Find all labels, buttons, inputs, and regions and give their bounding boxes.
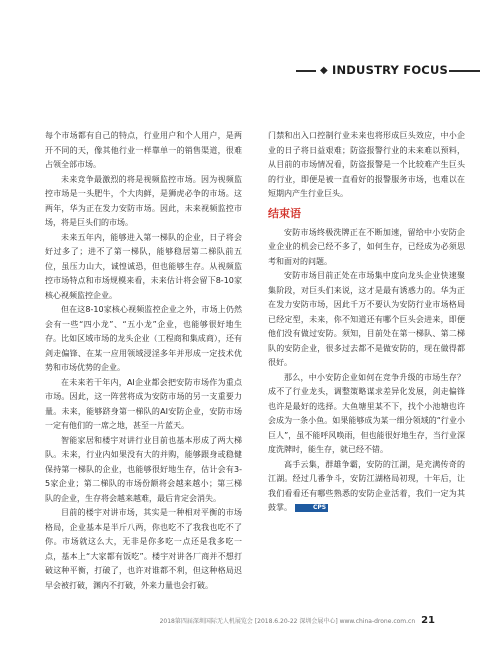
paragraph: 目前的楼宇对讲市场，其实是一种相对平衡的市场格局，企业基本是半斤八两，你也吃不了我我也吃不了你。市场就这么大，无非是你多吃一点还是我多吃一点，基本上“大家都有饭吃”。楼宇对讲各厂商并不想打破这种平衡，打破了，也许对谁都不利，但这种格局迟早会被打破，渊内不打破，外来力量也会打破。 [45, 508, 242, 590]
paragraph: 未来竞争最激烈的将是视频监控市场。因为视频监控市场是一头肥牛，个大肉鲜，是狮虎必争的市场。这两年，华为正在发力安防市场。因此，未来视频监控市场，将是巨头们的市场。 [45, 174, 242, 227]
paragraph-last [268, 458, 465, 516]
diamond-icon: ◆ [320, 65, 328, 76]
paragraph: 每个市场都有自己的特点，行业用户和个人用户，是两开不同的天，像其他行业一样靠单一的销售渠道，很难占领全部市场。 [45, 131, 242, 169]
header-rule-right [449, 70, 480, 72]
paragraph: 安防市场目前正处在市场集中度向龙头企业快速聚集阶段，对巨头们来说，这才是最有诱惑力的。华为正在发力安防市场，因此千万不要认为安防行业市场格局已经定型，未来，你不知道还有哪个巨头会进来，即便他们没有做过安防。须知，目前处在第一梯队、第二梯队的安防企业，很多过去都不是做安防的，现在做得都很好。 [268, 271, 465, 367]
page-footer [160, 614, 435, 628]
page-number: 21 [421, 615, 435, 626]
paragraph: 安防市场终极洗牌正在不断加速，留给中小安防企业企业的机会已经不多了，如何生存，已经成为必须思考和面对的问题。 [268, 227, 465, 266]
end-mark-icon: CPS [295, 504, 328, 512]
section-header [296, 60, 480, 82]
right-column [268, 129, 465, 516]
paragraph: 门禁和出入口控制行业未来也将形成巨头效应，中小企业的日子将日益艰难；防盗报警行业的未来难以预料，从目前的市场情况看，防盗报警是一个比较难产生巨头的行业，即便是被一直看好的报警服务市场，也难以在短期内产生行业巨头。 [268, 131, 465, 198]
section-title-industry-focus: INDUSTRY FOCUS [332, 63, 448, 77]
paragraph: 那么，中小安防企业如何在竞争升级的市场生存？成不了行业龙头，调整策略谋求差异化发展，剑走偏锋也许是最好的选择。大鱼塘里某不下，找个小池塘也许会成为一条小鱼。如果能够成为某一细分领域的“行业小巨人”，虽不能呼风唤雨，但也能很好地生存，当行业深度洗牌时，能生存，就已经不错。 [268, 372, 465, 454]
paragraph: 但在这8-10家核心视频监控企业之外，市场上仍然会有一些“四小龙”、“五小龙”企业，也能够很好地生存。比如区域市场的龙头企业（工程商和集成商），还有剑走偏锋、在某一应用领域浸淫多年并形成一定技术优势和市场优势的企业。 [45, 305, 242, 372]
footer-text: 2018第四届深圳国际无人机展览会 [2018.6.20-22 深圳会展中心] www.china-drone.com.cn [159, 618, 416, 625]
paragraph: 在未来若干年内，AI企业都会把安防市场作为重点市场。因此，这一阵营将成为安防市场的另一支重要力量。未来，能够跻身第一梯队的AI安防企业，安防市场一定有他们的一席之地，甚至一片蓝天。 [45, 377, 242, 430]
paragraph: 未来五年内，能够进入第一梯队的企业，日子将会好过多了；进不了第一梯队，能够稳居第二梯队前五位，虽压力山大，诚惶诚恐，但也能够生存。从视频监控市场特点和市场规模来看，未来估计将会留下8-10家核心视频监控企业。 [45, 232, 242, 300]
header-rule-left [296, 70, 316, 72]
paragraph-text: 高手云集，群雄争霸，安防的江湖，是充满传奇的江湖。经过几番争斗，安防江湖格局初现，十年后，让我们看看还有哪些熟悉的安防企业活着，我们一定为其鼓掌。 [268, 459, 465, 512]
conclusion-heading: 结束语 [268, 206, 301, 220]
left-column [45, 129, 242, 593]
paragraph: 智能家居和楼宇对讲行业目前也基本形成了两大梯队。未来，行业内如果没有大的并购，能够跟身或稳健保持第一梯队的企业，也能够很好地生存，估计会有3-5家企业；第二梯队的市场份额将会越来越小；第三梯队的企业，生存将会越来越难，最后肯定会消失。 [45, 435, 242, 503]
